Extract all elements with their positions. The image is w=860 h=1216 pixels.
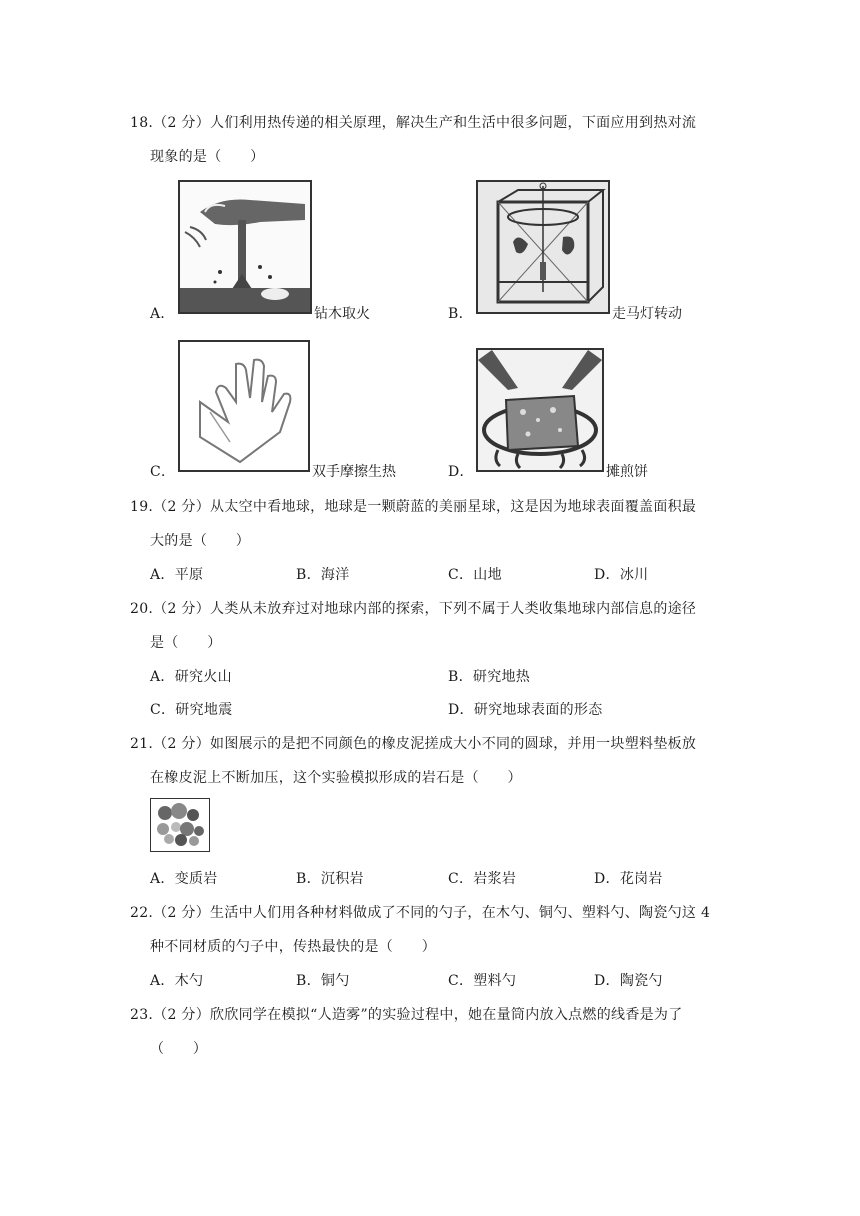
q18-option-d-letter: D． [448, 464, 474, 480]
q18-option-b-figure [476, 180, 610, 314]
q18-option-c-letter: C． [150, 464, 176, 480]
q21-option-d: D．花岗岩 [594, 871, 663, 887]
q18-option-b-caption: 走马灯转动 [612, 306, 682, 322]
q18-option-d-caption: 摊煎饼 [606, 464, 648, 480]
q18-option-b-letter: B． [448, 306, 473, 322]
q22-option-b: B．铜勺 [296, 973, 350, 989]
q22-stem-line1: 22.（2 分）生活中人们用各种材料做成了不同的勺子，在木勺、铜勺、塑料勺、陶瓷勺这 4 [130, 905, 711, 921]
q20-option-b: B．研究地热 [448, 669, 531, 685]
q22-option-a: A．木勺 [150, 973, 204, 989]
q20-option-a: A．研究火山 [150, 669, 232, 685]
q21-stem-line1: 21.（2 分）如图展示的是把不同颜色的橡皮泥搓成大小不同的圆球，并用一块塑料垫板放 [130, 736, 697, 752]
q20-stem-line2: 是（ ） [150, 635, 222, 651]
q21-clay-balls-figure [150, 798, 210, 852]
q22-option-c: C．塑料勺 [448, 973, 517, 989]
q18-option-a-caption: 钻木取火 [314, 306, 370, 322]
q23-stem-line2: （ ） [150, 1041, 208, 1057]
q20-option-c: C．研究地震 [150, 702, 233, 718]
q18-stem-line2: 现象的是（ ） [150, 149, 265, 165]
q19-option-c: C．山地 [448, 567, 502, 583]
q19-option-a: A．平原 [150, 567, 204, 583]
q18-option-a-letter: A． [150, 306, 175, 322]
q21-option-c: C．岩浆岩 [448, 871, 517, 887]
q20-option-d: D．研究地球表面的形态 [448, 702, 603, 718]
q19-stem-line2: 大的是（ ） [150, 533, 251, 549]
q19-option-d: D．冰川 [594, 567, 649, 583]
q19-option-b: B．海洋 [296, 567, 350, 583]
q21-option-a: A．变质岩 [150, 871, 218, 887]
q18-option-c-figure [178, 340, 310, 472]
q22-stem-line2: 种不同材质的勺子中，传热最快的是（ ） [150, 939, 436, 955]
q19-stem-line1: 19.（2 分）从太空中看地球，地球是一颗蔚蓝的美丽星球，这是因为地球表面覆盖面积最 [130, 499, 697, 515]
q22-option-d: D．陶瓷勺 [594, 973, 663, 989]
q21-stem-line2: 在橡皮泥上不断加压，这个实验模拟形成的岩石是（ ） [150, 770, 522, 786]
q20-stem-line1: 20.（2 分）人类从未放弃过对地球内部的探索，下列不属于人类收集地球内部信息的途径 [130, 601, 697, 617]
q18-option-a-figure [178, 180, 312, 314]
q23-stem-line1: 23.（2 分）欣欣同学在模拟“人造雾”的实验过程中，她在量筒内放入点燃的线香是为了 [130, 1007, 683, 1023]
q18-option-d-figure [476, 348, 604, 472]
q18-option-c-caption: 双手摩擦生热 [312, 464, 396, 480]
q21-option-b: B．沉积岩 [296, 871, 364, 887]
q18-stem-line1: 18.（2 分）人们利用热传递的相关原理，解决生产和生活中很多问题，下面应用到热对流 [130, 115, 697, 131]
